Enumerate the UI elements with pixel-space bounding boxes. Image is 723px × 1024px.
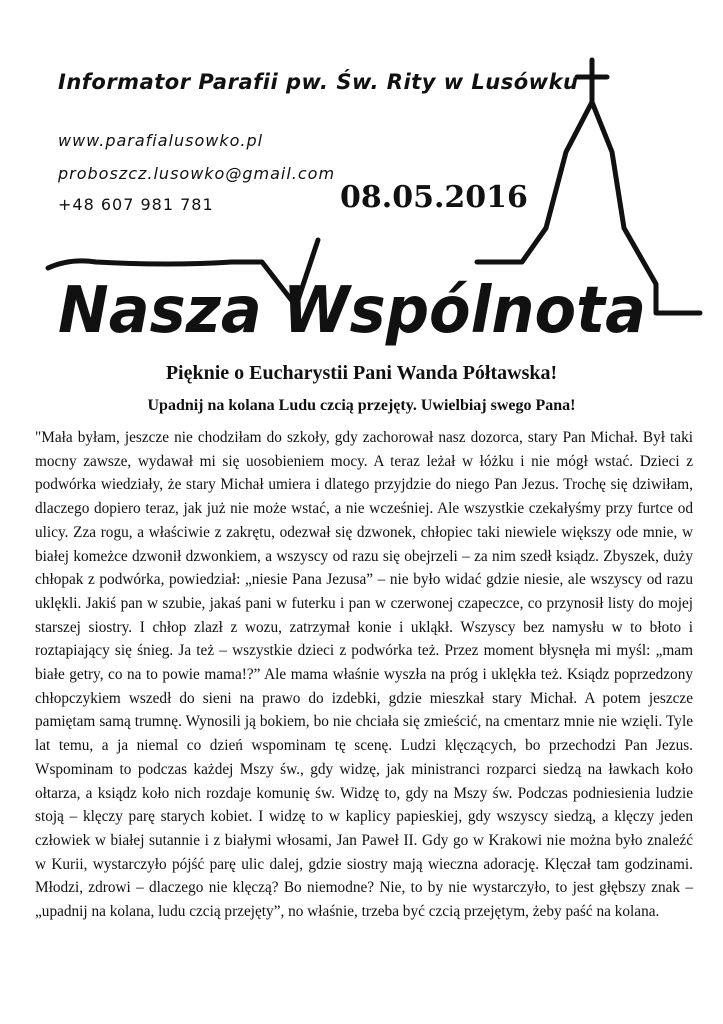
article-body: "Mała byłam, jeszcze nie chodziłam do szkoły, gdy zachorował nasz dozorca, stary Pan Michał. Był taki mocny zawsze, wydawał mi się uosobieniem mocy. A teraz leżał w łóżku i nie mógł wstać. Dzieci z podwórka wiedziały, że stary Michał umiera i dlatego przyjdzie do niego Pan Jezus. Trochę się dziwiłam, dlaczego dopiero teraz, jak już nie może wstać, a nie wcześniej. Ale wszystkie czekałyśmy przy furtce od ulicy. Zza rogu, a właściwie z zakrętu, odezwał się dzwonek, chłopiec taki niewiele większy ode mnie, w białej komeżce dzwonił dzwonkiem, a wszyscy od razu się obejrzeli – za nim szedł ksiądz. Zbyszek, duży chłopak z podwórka, powiedział: „niesie Pana Jezusa” – nie było widać gdzie niesie, ale wszyscy od razu uklękli. Jakiś pan w szubie, jakaś pani w futerku i pan w czerwonej czapeczce, co przynosił listy do mojej starszej siostry. I chłop zlazł z wozu, zatrzymał konie i ukląkł. Wszyscy bez namysłu w to błoto i roztapiający się śnieg. Ja też – wszystkie dzieci z podwórka też. Przez moment błysnęła mi myśl: „mam białe getry, co na to powie mama!?” Ale mama właśnie wyszła na próg i uklękła też. Ksiądz poprzedzony chłopczykiem wszedł do sieni na prawo do izdebki, gdzie mieszkał stary Michał. A potem jeszcze pamiętam samą trumnę. Wynosili ją bokiem, bo nie chciała się zmieścić, na cmentarz mnie nie wzięli. Tyle lat temu, a ja niemal co dzień wspominam tę scenę. Ludzi klęczących, bo przechodzi Pan Jezus. Wspominam to podczas każdej Mszy św., gdy widzę, jak ministranci rozparci siedzą na ławkach koło ołtarza, a ksiądz koło nich rozdaje komunię św. Widzę to, gdy na Mszy św. Podczas podniesienia ludzie stoją – klęczy parę starych kobiet. I widzę to w kaplicy papieskiej, gdy wszyscy siedzą, a klęczy jeden człowiek w białej sutannie i z białymi włosami, Jan Paweł II. Gdy go w Krakowi nie można było znaleźć w Kurii, wystarczyło pójść parę ulic dalej, gdzie siostry mają wieczna adorację. Klęczał tam godzinami. Młodzi, zdrowi – dlaczego nie klęczą? Bo niemodne? Nie, to by nie wystarczyło, to jest głębszy znak – „upadnij na kolana, ludu czcią przejęty”, no właśnie, trzeba być czcią przejętym, żeby paść na kolana. — [35, 429, 693, 921]
phone-number: +48 607 981 781 — [58, 195, 214, 214]
article-headline: Pięknie o Eucharystii Pani Wanda Półtawska! — [165, 362, 558, 384]
masthead — [0, 0, 723, 350]
website-link[interactable]: www.parafialusowko.pl — [58, 131, 264, 150]
email-link[interactable]: proboszcz.lusowko@gmail.com — [58, 164, 336, 183]
parish-title: Informator Parafii pw. Św. Rity w Lusówku — [58, 70, 579, 94]
article-subheadline: Upadnij na kolana Ludu czcią przejęty. Uwielbiaj swego Pana! — [147, 397, 576, 414]
issue-date: 08.05.2016 — [340, 180, 528, 215]
cross-icon — [577, 60, 607, 104]
brand-wordmark: Nasza Wspólnota — [58, 274, 646, 348]
